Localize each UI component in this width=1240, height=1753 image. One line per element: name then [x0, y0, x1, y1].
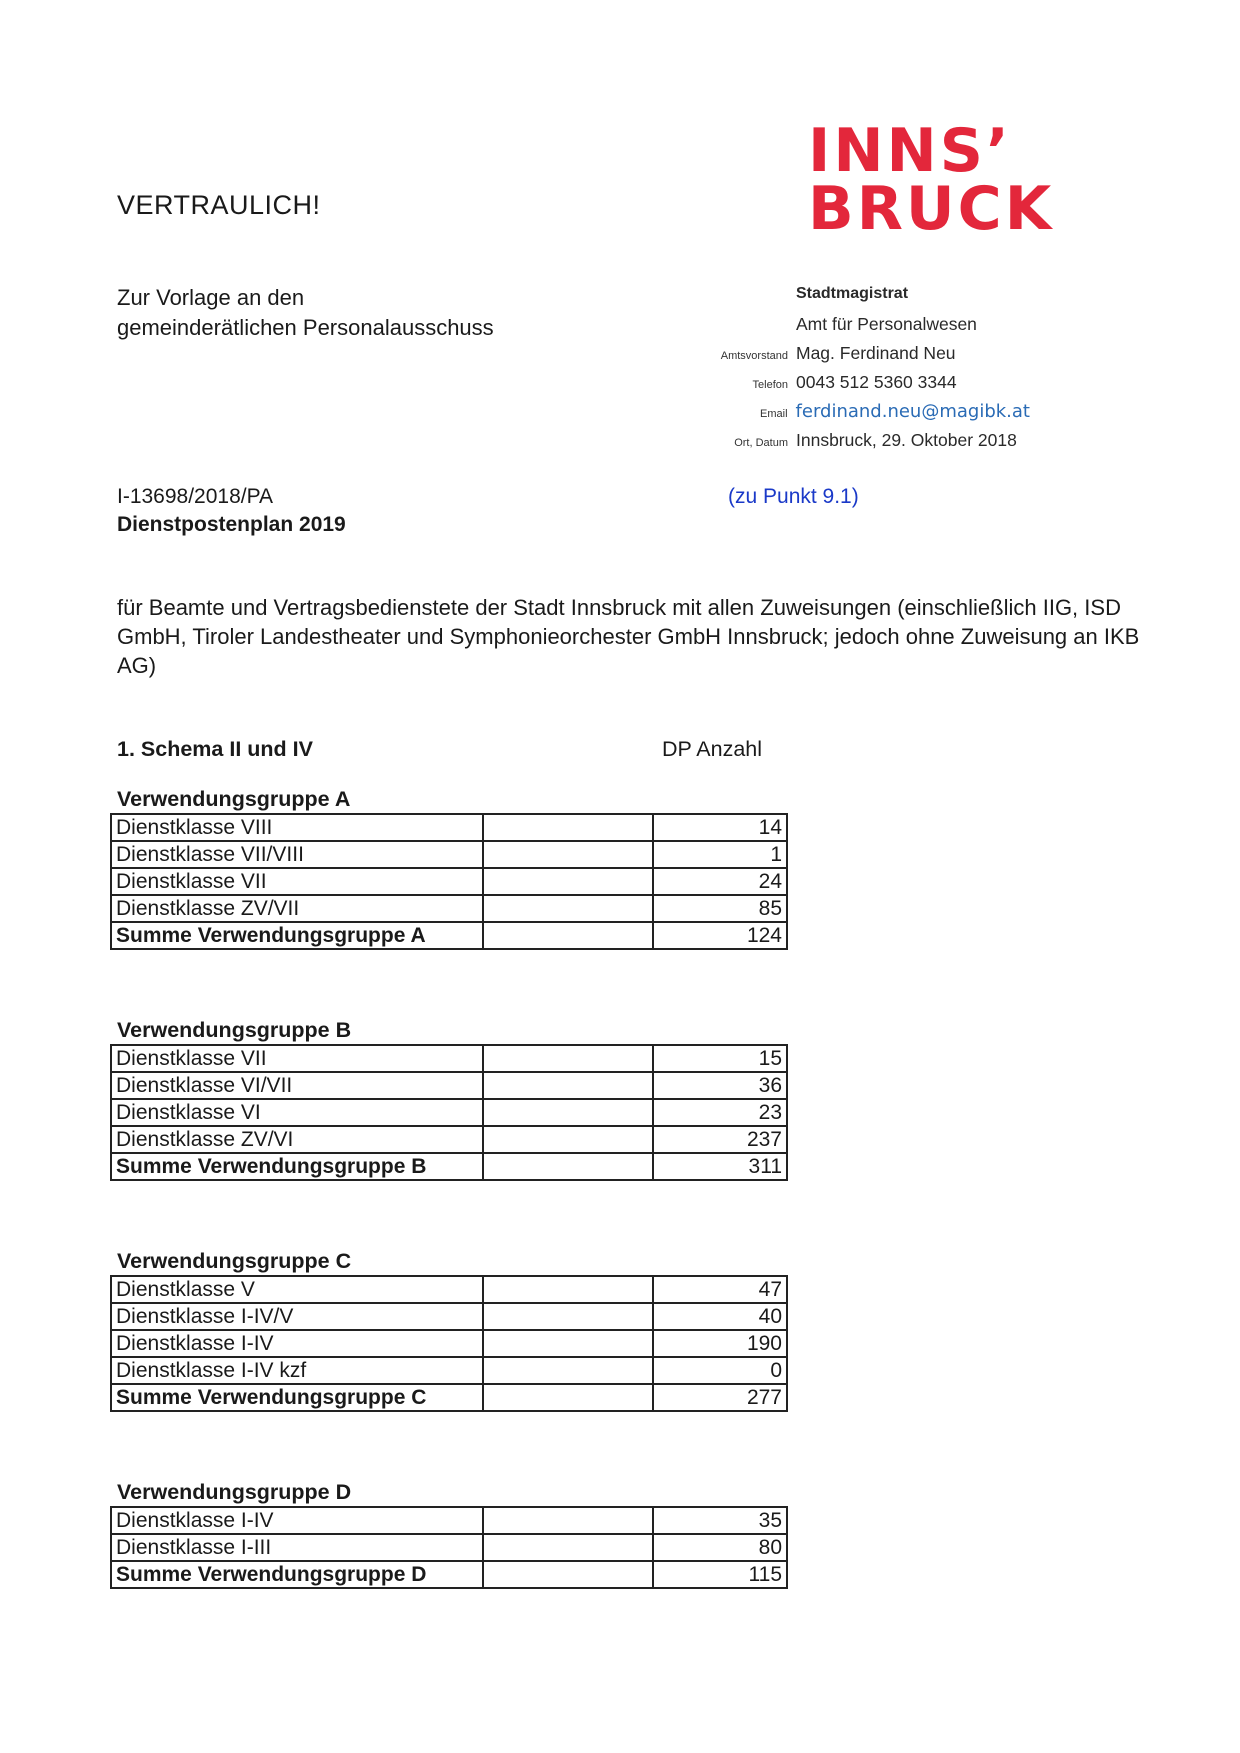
column-label: DP Anzahl [662, 737, 763, 761]
table-row [111, 868, 787, 895]
group-c-table [110, 1275, 788, 1412]
table-row [111, 814, 787, 841]
sender-office: Stadtmagistrat [796, 285, 909, 302]
table-row [111, 895, 787, 922]
row-value: 36 [653, 1072, 787, 1099]
row-label: Dienstklasse VII/VIII [111, 841, 483, 868]
sum-label: Summe Verwendungsgruppe C [111, 1384, 483, 1411]
row-label: Dienstklasse I-III [111, 1534, 483, 1561]
group-b-table [110, 1044, 788, 1181]
group-a-title: Verwendungsgruppe A [117, 787, 351, 811]
table-row [111, 1507, 787, 1534]
innsbruck-logo [808, 116, 1055, 244]
group-c-title: Verwendungsgruppe C [117, 1249, 352, 1273]
document-description: für Beamte und Vertragsbedienstete der Stadt Innsbruck mit allen Zuweisungen (einschließlich IIG, ISD GmbH, Tiroler Landestheater und Symphonieorchester GmbH Innsbruck; jedoch ohne Zuweisung an IKB AG) [117, 595, 1140, 678]
sender-date-row [600, 430, 1030, 459]
sum-row [111, 1153, 787, 1180]
sum-value: 277 [653, 1384, 787, 1411]
table-row [111, 1303, 787, 1330]
sum-value: 115 [653, 1561, 787, 1588]
table-row [111, 1357, 787, 1384]
table-row [111, 1045, 787, 1072]
group-a-table [110, 813, 788, 950]
section-heading: 1. Schema II und IV [117, 737, 313, 761]
sum-label: Summe Verwendungsgruppe B [111, 1153, 483, 1180]
sum-value: 124 [653, 922, 787, 949]
row-label: Dienstklasse ZV/VI [111, 1126, 483, 1153]
group-b-title: Verwendungsgruppe B [117, 1018, 352, 1042]
table-row [111, 1072, 787, 1099]
row-label: Dienstklasse I-IV [111, 1330, 483, 1357]
sum-row [111, 922, 787, 949]
row-value: 47 [653, 1276, 787, 1303]
row-label: Dienstklasse I-IV/V [111, 1303, 483, 1330]
sender-head-row [600, 343, 1030, 372]
email-link[interactable]: ferdinand.neu@magibk.at [795, 401, 1030, 422]
table-row [111, 841, 787, 868]
head-label: Amtsvorstand [720, 350, 788, 362]
row-value: 15 [653, 1045, 787, 1072]
table-row [111, 1276, 787, 1303]
row-label: Dienstklasse ZV/VII [111, 895, 483, 922]
recipient-line-1: Zur Vorlage an den [117, 285, 305, 310]
table-row [111, 1126, 787, 1153]
table-row [111, 1330, 787, 1357]
sum-label: Summe Verwendungsgruppe D [111, 1561, 483, 1588]
sum-label: Summe Verwendungsgruppe A [111, 922, 483, 949]
group-d-table [110, 1506, 788, 1589]
recipient-line-2: gemeinderätlichen Personalausschuss [117, 315, 494, 340]
sum-value: 311 [653, 1153, 787, 1180]
sum-row [111, 1384, 787, 1411]
date-label: Ort, Datum [734, 437, 788, 449]
sender-email-row [600, 401, 1030, 430]
sum-row [111, 1561, 787, 1588]
table-row [111, 1099, 787, 1126]
row-value: 23 [653, 1099, 787, 1126]
reference-number: I-13698/2018/PA [117, 485, 274, 508]
sender-phone-row [600, 372, 1030, 401]
row-label: Dienstklasse VII [111, 1045, 483, 1072]
row-label: Dienstklasse VIII [111, 814, 483, 841]
sender-department: Amt für Personalwesen [796, 314, 977, 334]
recipient-block [117, 283, 494, 343]
phone-value: 0043 512 5360 3344 [796, 372, 957, 392]
row-label: Dienstklasse VI/VII [111, 1072, 483, 1099]
row-value: 24 [653, 868, 787, 895]
head-value: Mag. Ferdinand Neu [796, 343, 956, 363]
row-value: 35 [653, 1507, 787, 1534]
row-label: Dienstklasse V [111, 1276, 483, 1303]
logo-line-1: INNS’ [808, 116, 1012, 186]
sender-office-row [600, 285, 1030, 314]
sender-department-row [600, 314, 1030, 343]
group-d-title: Verwendungsgruppe D [117, 1480, 352, 1504]
row-label: Dienstklasse I-IV kzf [111, 1357, 483, 1384]
row-value: 14 [653, 814, 787, 841]
row-label: Dienstklasse VI [111, 1099, 483, 1126]
table-row [111, 1534, 787, 1561]
email-label: Email [760, 408, 788, 420]
row-label: Dienstklasse I-IV [111, 1507, 483, 1534]
confidential-heading: VERTRAULICH! [117, 190, 321, 220]
row-value: 0 [653, 1357, 787, 1384]
row-value: 40 [653, 1303, 787, 1330]
row-value: 1 [653, 841, 787, 868]
row-value: 190 [653, 1330, 787, 1357]
logo-line-2: BRUCK [808, 174, 1055, 244]
row-label: Dienstklasse VII [111, 868, 483, 895]
agenda-reference: (zu Punkt 9.1) [728, 485, 859, 508]
row-value: 85 [653, 895, 787, 922]
row-value: 237 [653, 1126, 787, 1153]
sender-block [600, 285, 1030, 459]
document-title: Dienstpostenplan 2019 [117, 513, 346, 536]
row-value: 80 [653, 1534, 787, 1561]
phone-label: Telefon [752, 379, 788, 391]
date-value: Innsbruck, 29. Oktober 2018 [796, 430, 1017, 450]
